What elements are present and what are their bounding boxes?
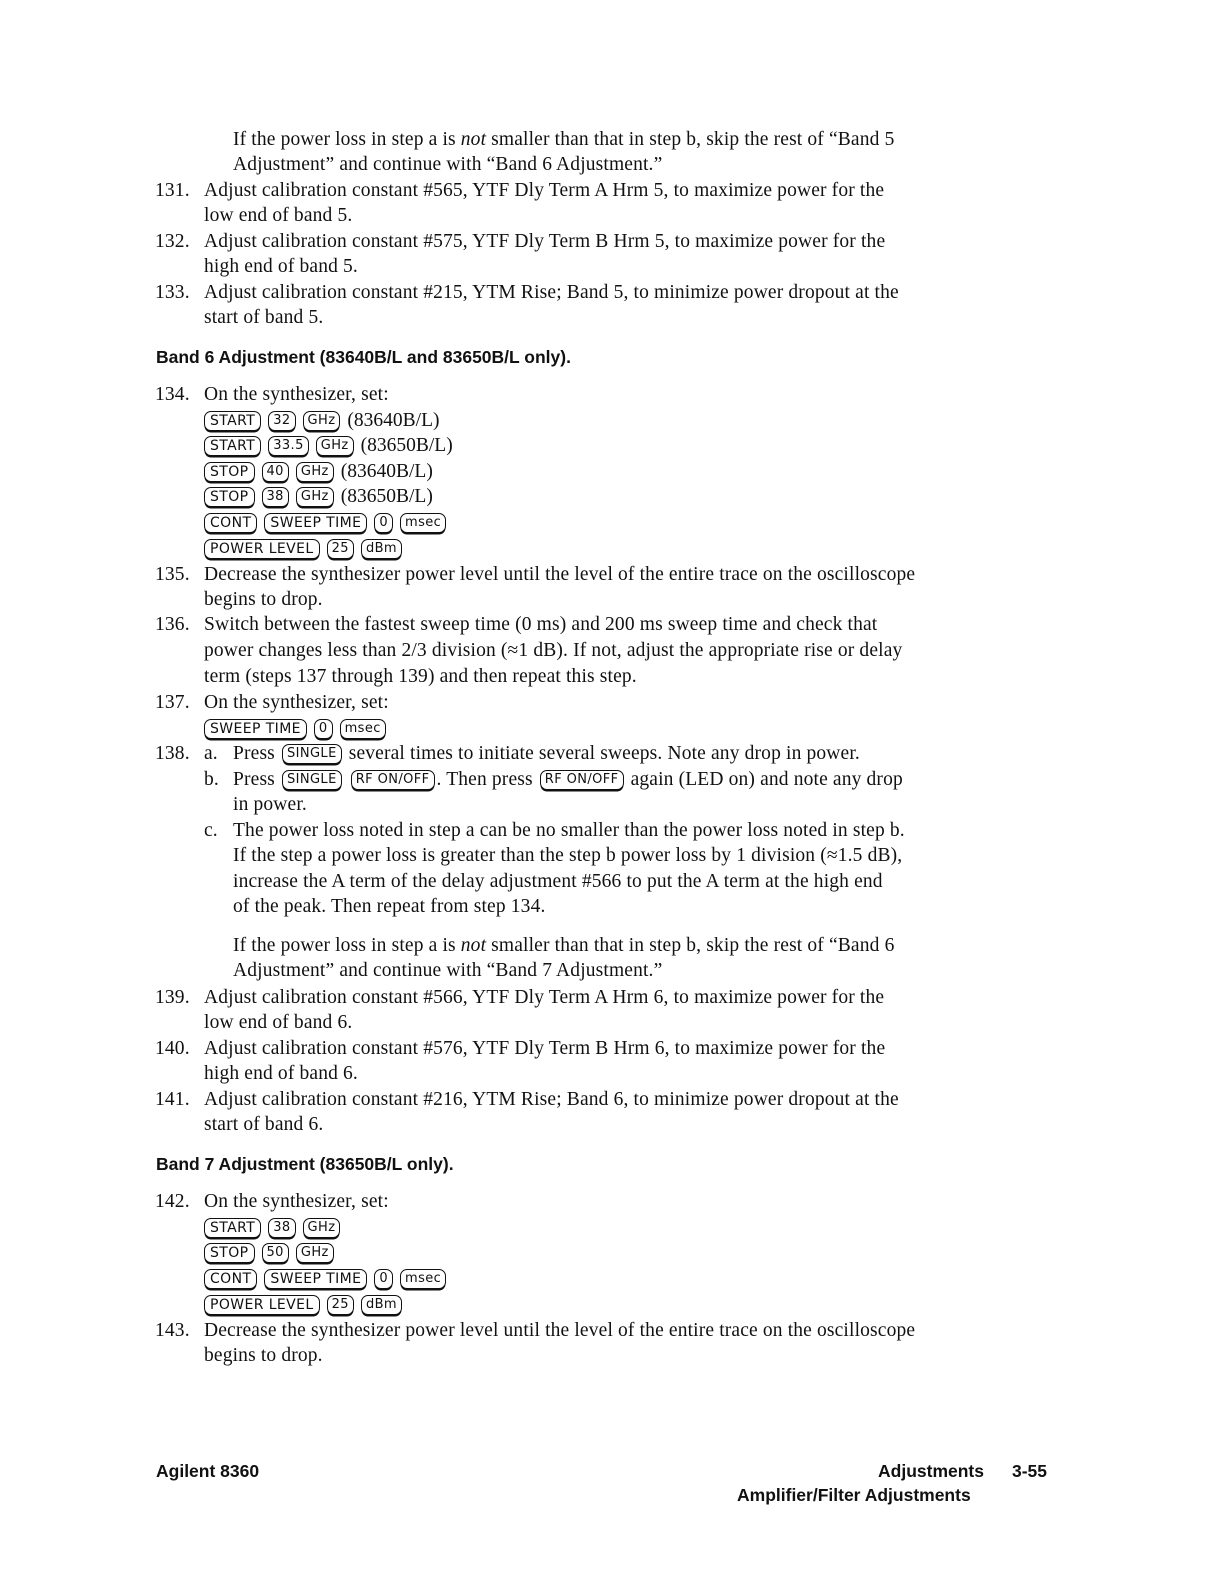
step-139-text-cont: low end of band 6. — [204, 1012, 353, 1033]
ghz-key: GHz — [296, 1243, 334, 1263]
single-key: SINGLE — [282, 770, 342, 790]
sweep-time-key: SWEEP TIME — [264, 513, 367, 533]
start-key: START — [204, 1218, 261, 1238]
step-135-text: Decrease the synthesizer power level until the level of the entire trace on the oscilloscope — [204, 564, 916, 585]
substep-label: c. — [204, 820, 218, 841]
step-number: 131. — [155, 180, 190, 201]
step-138c-text-cont: of the peak. Then repeat from step 134. — [233, 896, 546, 917]
numeric-key: 0 — [374, 1269, 393, 1289]
dbm-key: dBm — [361, 1295, 402, 1315]
band6-heading: Band 6 Adjustment (83640B/L and 83650B/L only). — [156, 347, 571, 367]
ghz-key: GHz — [316, 436, 354, 456]
ghz-key: GHz — [296, 462, 334, 482]
step-138a-text: Press SINGLE several times to initiate several sweeps. Note any drop in power. — [233, 743, 860, 764]
step-143-text-cont: begins to drop. — [204, 1345, 323, 1366]
numeric-key: 25 — [327, 1295, 354, 1315]
key-sequence — [204, 460, 433, 484]
step-136-text-cont: term (steps 137 through 139) and then repeat this step. — [204, 666, 637, 687]
step-132-text-cont: high end of band 5. — [204, 256, 358, 277]
msec-key: msec — [400, 1269, 446, 1289]
step-133-text: Adjust calibration constant #215, YTM Rise; Band 5, to minimize power dropout at the — [204, 282, 899, 303]
footer-product: Agilent 8360 — [156, 1461, 260, 1481]
step-131-text-cont: low end of band 5. — [204, 205, 353, 226]
sweep-time-key: SWEEP TIME — [204, 719, 307, 739]
single-key: SINGLE — [282, 744, 342, 764]
start-key: START — [204, 411, 261, 431]
step-139-text: Adjust calibration constant #566, YTF Dly Term A Hrm 6, to maximize power for the — [204, 987, 885, 1008]
step-135-text-cont: begins to drop. — [204, 589, 323, 610]
step-number: 137. — [155, 692, 190, 713]
footer-subsection: Amplifier/Filter Adjustments — [737, 1485, 971, 1505]
step-136-text: Switch between the fastest sweep time (0 ms) and 200 ms sweep time and check that — [204, 614, 878, 635]
band7-heading: Band 7 Adjustment (83650B/L only). — [156, 1154, 454, 1174]
numeric-key: 32 — [268, 411, 295, 431]
step-133-text-cont: start of band 5. — [204, 307, 324, 328]
step-131-text: Adjust calibration constant #565, YTF Dly Term A Hrm 5, to maximize power for the — [204, 180, 885, 201]
step-138b-text-cont: in power. — [233, 794, 307, 815]
power-level-key: POWER LEVEL — [204, 539, 320, 559]
band6-skip-note-line2: Adjustment” and continue with “Band 7 Adjustment.” — [233, 960, 663, 981]
model-note: (83640B/L) — [340, 461, 433, 482]
key-sequence — [204, 1293, 402, 1317]
numeric-key: 38 — [268, 1218, 295, 1238]
numeric-key: 33.5 — [268, 436, 309, 456]
step-138c-text-cont: If the step a power loss is greater than the step b power loss by 1 division (≈1.5 dB), — [233, 845, 903, 866]
step-136-text-cont: power changes less than 2/3 division (≈1 dB). If not, adjust the appropriate rise or delay — [204, 640, 903, 661]
ghz-key: GHz — [303, 1218, 341, 1238]
step-141-text: Adjust calibration constant #216, YTM Rise; Band 6, to minimize power dropout at the — [204, 1089, 899, 1110]
rf-on-off-key: RF ON/OFF — [540, 770, 624, 790]
model-note: (83650B/L) — [340, 486, 433, 507]
step-137-text: On the synthesizer, set: — [204, 692, 389, 713]
substep-label: a. — [204, 743, 218, 764]
footer-page-number: 3-55 — [1012, 1461, 1048, 1481]
step-140-text: Adjust calibration constant #576, YTF Dly Term B Hrm 6, to maximize power for the — [204, 1038, 886, 1059]
stop-key: STOP — [204, 487, 255, 507]
step-138c-text: The power loss noted in step a can be no smaller than the power loss noted in step b. — [233, 820, 905, 841]
key-sequence — [204, 409, 440, 433]
step-number: 141. — [155, 1089, 190, 1110]
band6-skip-note-line1: If the power loss in step a is not smaller than that in step b, skip the rest of “Band 6 — [233, 935, 895, 956]
numeric-key: 38 — [262, 487, 289, 507]
numeric-key: 25 — [327, 539, 354, 559]
start-key: START — [204, 436, 261, 456]
step-138c-text-cont: increase the A term of the delay adjustment #566 to put the A term at the high end — [233, 871, 883, 892]
msec-key: msec — [340, 719, 386, 739]
model-note: (83650B/L) — [360, 435, 453, 456]
band5-skip-note-line2: Adjustment” and continue with “Band 6 Adjustment.” — [233, 154, 663, 175]
step-number: 134. — [155, 384, 190, 405]
step-number: 135. — [155, 564, 190, 585]
step-140-text-cont: high end of band 6. — [204, 1063, 358, 1084]
step-number: 142. — [155, 1191, 190, 1212]
step-number: 132. — [155, 231, 190, 252]
step-number: 139. — [155, 987, 190, 1008]
rf-on-off-key: RF ON/OFF — [351, 770, 435, 790]
key-sequence — [204, 1216, 340, 1240]
stop-key: STOP — [204, 462, 255, 482]
step-number: 133. — [155, 282, 190, 303]
key-sequence — [204, 485, 433, 509]
ghz-key: GHz — [303, 411, 341, 431]
numeric-key: 40 — [262, 462, 289, 482]
dbm-key: dBm — [361, 539, 402, 559]
numeric-key: 0 — [374, 513, 393, 533]
footer-section: Adjustments — [878, 1461, 984, 1481]
numeric-key: 0 — [314, 719, 333, 739]
stop-key: STOP — [204, 1243, 255, 1263]
band5-skip-note-line1: If the power loss in step a is not smaller than that in step b, skip the rest of “Band 5 — [233, 129, 895, 150]
key-sequence — [204, 717, 386, 741]
power-level-key: POWER LEVEL — [204, 1295, 320, 1315]
step-number: 138. — [155, 743, 190, 764]
step-number: 143. — [155, 1320, 190, 1341]
model-note: (83640B/L) — [347, 410, 440, 431]
key-sequence — [204, 1267, 446, 1291]
step-134-text: On the synthesizer, set: — [204, 384, 389, 405]
step-number: 140. — [155, 1038, 190, 1059]
step-132-text: Adjust calibration constant #575, YTF Dly Term B Hrm 5, to maximize power for the — [204, 231, 886, 252]
cont-key: CONT — [204, 513, 257, 533]
numeric-key: 50 — [262, 1243, 289, 1263]
step-143-text: Decrease the synthesizer power level until the level of the entire trace on the oscilloscope — [204, 1320, 916, 1341]
step-138b-text: Press SINGLE RF ON/OFF . Then press RF ON/OFF again (LED on) and note any drop — [233, 769, 903, 790]
key-sequence — [204, 434, 453, 458]
key-sequence — [204, 1241, 334, 1265]
sweep-time-key: SWEEP TIME — [264, 1269, 367, 1289]
step-142-text: On the synthesizer, set: — [204, 1191, 389, 1212]
substep-label: b. — [204, 769, 219, 790]
cont-key: CONT — [204, 1269, 257, 1289]
key-sequence — [204, 511, 446, 535]
step-number: 136. — [155, 614, 190, 635]
msec-key: msec — [400, 513, 446, 533]
ghz-key: GHz — [296, 487, 334, 507]
step-141-text-cont: start of band 6. — [204, 1114, 324, 1135]
key-sequence — [204, 537, 402, 561]
